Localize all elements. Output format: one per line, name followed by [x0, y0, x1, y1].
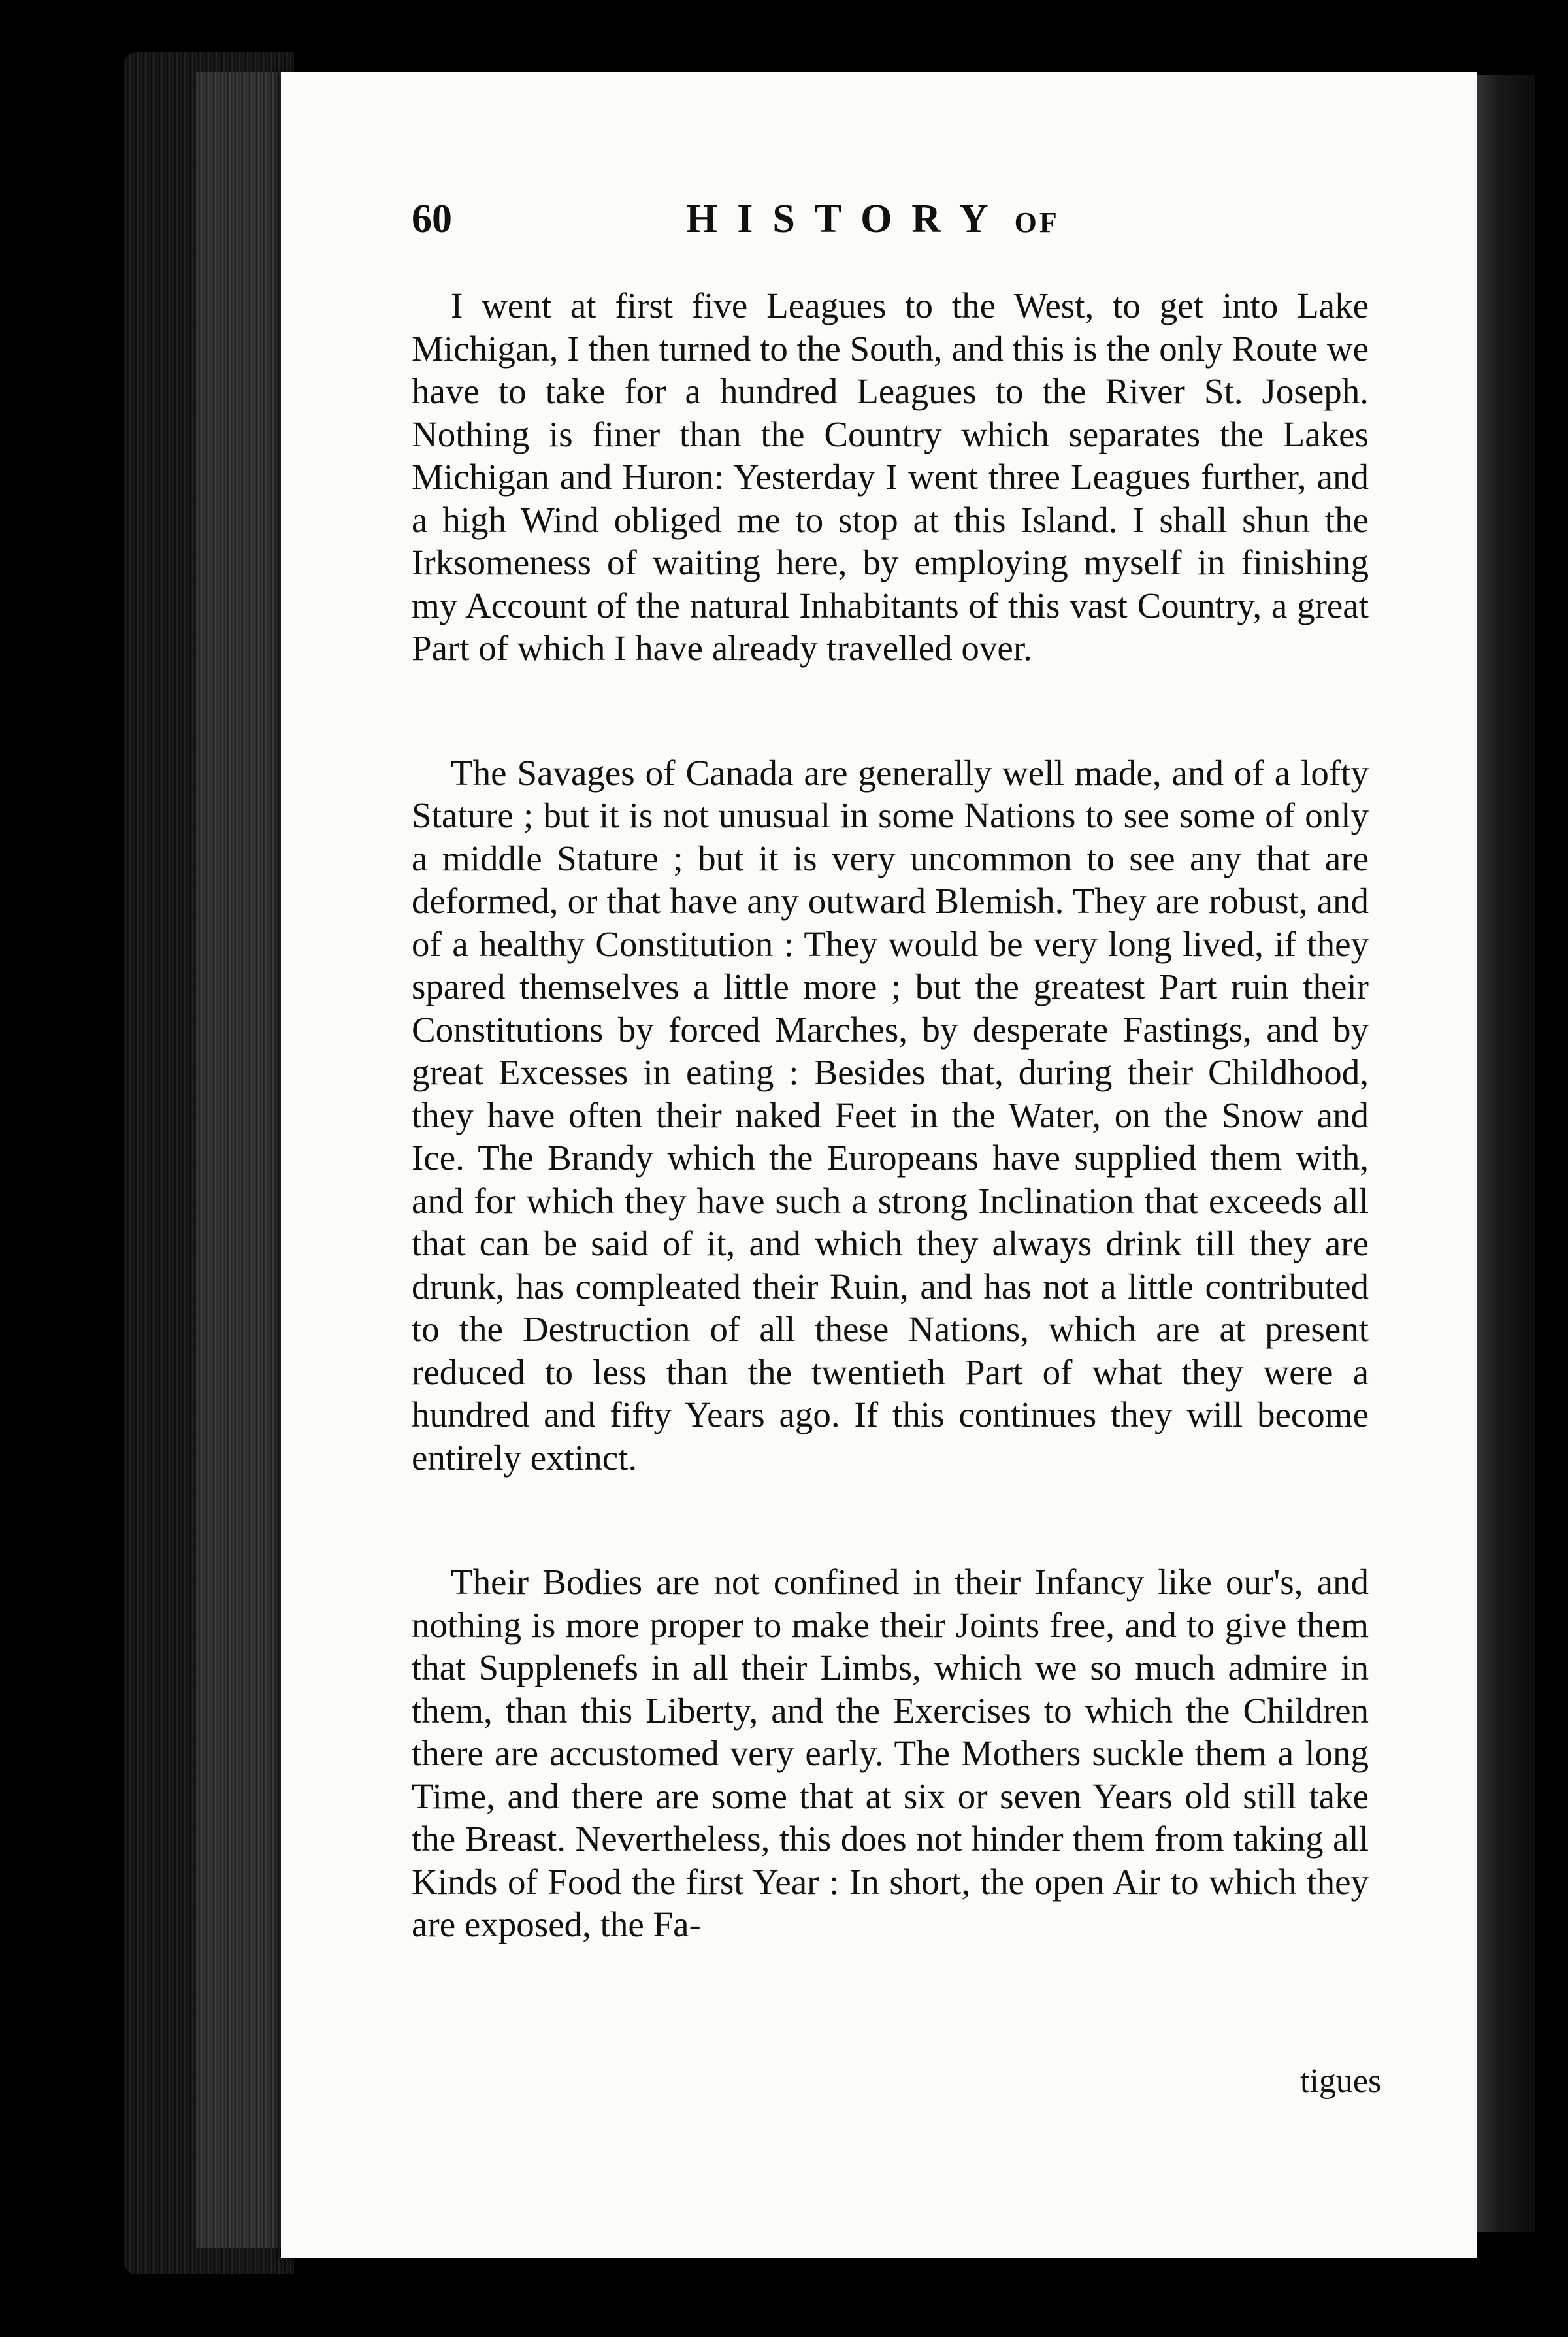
running-head-of: OF: [1014, 207, 1060, 239]
running-head: [686, 196, 1060, 242]
page-header: [412, 196, 1333, 261]
body-text: [412, 284, 1369, 1946]
paragraph-3: Their Bodies are not confined in their Infancy like our's, and nothing is more proper to make their Joints free, and to give them that Supplenefs in all their Limbs, which we so much admire in them, than this Liberty, and the Exercises to which the Children there are accustomed very early. The Mothers suckle them a long Time, and there are some that at six or seven Years old still take the Breast. Nevertheless, this does not hinder them from taking all Kinds of Food the first Year : In short, the open Air to which they are exposed, the Fa-: [412, 1562, 1369, 1944]
paragraph-1: I went at first five Leagues to the West, to get into Lake Michigan, I then turned to the South, and this is the only Route we have to take for a hundred Leagues to the River St. Joseph. Nothing is finer than the Country which separates the Lakes Michigan and Huron: Yesterday I went three Leagues further, and a high Wind obliged me to stop at this Island. I shall shun the Irksomeness of waiting here, by employing myself in finishing my Account of the natural Inhabitants of this vast Country, a great Part of which I have already travelled over.: [412, 286, 1369, 668]
book-right-edge: [1473, 75, 1535, 2232]
page-number: 60: [412, 197, 452, 241]
running-head-title: HISTORY: [686, 197, 1008, 241]
catchword: tigues: [1300, 2063, 1382, 2100]
book-page-edges-inner: [196, 72, 287, 2248]
book-page: [281, 72, 1477, 2258]
paragraph-2: The Savages of Canada are generally well made, and of a lofty Stature ; but it is not unusual in some Nations to see some of only a middle Stature ; but it is very uncommon to see any that are deformed, or that have any outward Blemish. They are robust, and of a healthy Constitution : They would be very long lived, if they spared themselves a little more ; but the greatest Part ruin their Constitutions by forced Marches, by desperate Fastings, and by great Excesses in eating : Besides that, during their Childhood, they have often their naked Feet in the Water, on the Snow and Ice. The Brandy which the Europeans have supplied them with, and for which they have such a strong Inclination that exceeds all that can be said of it, and which they always drink till they are drunk, has compleated their Ruin, and has not a little contributed to the Destruction of all these Nations, which are at present reduced to less than the twentieth Part of what they were a hundred and fifty Years ago. If this continues they will become entirely extinct.: [412, 752, 1369, 1478]
